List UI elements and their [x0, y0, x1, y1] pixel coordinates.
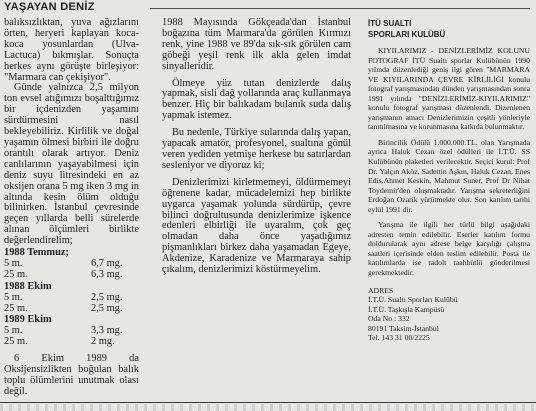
depth: 5 m. — [4, 291, 23, 303]
column-left — [4, 18, 139, 398]
address-line: Oda No : 332 — [368, 314, 410, 324]
header-rule — [150, 8, 530, 9]
section-title: YAŞAYAN DENİZ — [4, 1, 95, 13]
paragraph: KIYILARIMIZ - DENİZLERİMİZ KOLUNU FOTOGRAF İTÜ Sualtı sporlar Kulübünün 1990 yılında düzenlediği geniş ilgi gören "MARMARA VE KIYILARINDA ÇEVRE KİRLİLİĞİ konulu fotograf yarışmasından dünden yarışmasından sonra 1991 yılında "DENİZLERİMİZ-KIYILARIMIZ" konulu fotograf yarışması düzenlendi. Dizenlenen yarışmanın amacı Denizlerimizin çeşitli yönleriyle tanıtılmasına ve korunmasına katkıda bulunmaktır. — [368, 46, 530, 132]
paragraph: 1988 Mayısında Gökçeada'dan İstanbul boğazına tüm Marmara'da görülen Kırmızı renk, yine 1988 ve 89'da sık-sık görülen cam göbeği yeşil renk ilk akla gelen imdat sinyalleridir. — [162, 17, 351, 72]
address-label: ADRES — [368, 285, 394, 295]
oxygen-value: 2,5 mg. — [91, 302, 123, 314]
depth: 5 m. — [4, 325, 23, 337]
oxygen-value: 6,7 mg. — [91, 257, 123, 269]
column-right — [368, 18, 530, 343]
oxygen-value: 2 mg. — [91, 336, 115, 348]
paragraph: Yarışma ile ilgili her türlü bilgi aşağıdaki adresten temin edilebilir. Eserler katılım formu doldurularak aynı adrese belge karşılığı çalışma saatleri içerisinde elden teslim edilebilir. Posta ile katılımlarda ise tadolt taahhütlü gönderilmesi gerekmektedir. — [368, 220, 530, 278]
measurement-heading: 1988 Temmuz; — [4, 247, 69, 259]
depth: 25 m. — [4, 302, 28, 314]
club-subtitle: SPORLARI KULÜBÜ — [368, 30, 446, 39]
measurement-row — [4, 293, 139, 304]
measurement-row — [4, 304, 139, 315]
paragraph: balıksızlıktan, yuva ağızlarını örten, heryeri kaplayan koca-koca yosunlardan (Ulva-Lactuca) bıkmışlar. Sonuçta herkes aynı görüşte birleşiyor: "Marmara can çekişiyor". — [4, 17, 139, 83]
page-header — [0, 0, 536, 16]
club-title: İTÜ SUALTI — [368, 19, 412, 28]
depth: 5 m. — [4, 257, 23, 269]
paragraph: Denizlerimizi kirletmemeyi, öldürmemeyi öğrenene kadar, mücadelemizi hep birlikte uygarca yaşamak yolunda sürdürüp, çevre bilinci doğrultusunda denizlerimize işkence edenleri elbirliği ile uyaralım, çok geç olmadan daha önce yaşadığımız pişmanlıkları birkez daha yaşamadan Egeye, Akdenize, Karadenize ve Marmaraya sahip çıkalım, denizlerimizi köstürmeyelim. — [162, 176, 351, 276]
oxygen-value: 6,3 mg. — [91, 268, 123, 280]
paragraph: Ölmeye yüz tutan denizlerde dalış yapmak, sisli dağ yollarında araç kullanmaya benzer. Hiç bir balıkadam bulanık suda dalış yapmak istemez. — [162, 77, 351, 122]
oxygen-value: 3,3 mg. — [91, 325, 123, 337]
measurement-row — [4, 270, 139, 281]
address-line: 80191 Taksim-İstanbul — [368, 323, 439, 333]
address-line: Tel. 143 31 00/2225 — [368, 333, 430, 343]
oxygen-value: 2,5 mg. — [91, 291, 123, 303]
address-line: İ.T.Ü. Taşkışla Kampüsü — [368, 304, 445, 314]
cropped-footer-text — [0, 404, 536, 411]
column-middle — [162, 18, 351, 276]
measurement-row — [4, 337, 139, 348]
paragraph: Günde yalnızca 2,5 milyon ton evsel atığımızı boşalttığımız bir içdenizden yaşamını sürdürmesini nasıl bekleyebiliriz. Kirlilik ve doğal yaşamın ölmesi birbiri ile doğru orantılı olarak artıyor. Deniz canlılarının yaşayabilmesi için deniz suyu litresindeki en az oksijen orana 5 mg iken 3 mg in altında kesin ölüm olduğu bilinirken. İstanbul çevresinde geçen yıllarda belli sürelerde alınan ölçümleri birlikte değerlendirelim; — [4, 82, 139, 247]
paragraph: 6 Ekim 1989 da Oksijensizlikten boğulan balık toplu ölümlerini unutmak olası değil. — [4, 353, 139, 397]
depth: 25 m. — [4, 336, 28, 348]
paragraph: Bu nedenle, Türkiye sularında dalış yapan, yapacak amatör, profesyonel, sualtına gönül veren yediden yetmişe herkese bu satırlardan sesleniyor ve diyoruz ki; — [162, 127, 351, 171]
depth: 25 m. — [4, 268, 28, 280]
paragraph: Birincilik Ödülü 1.000.000.TL. olan Yarışmada ayrıca Haluk Cezan özel ödülleri ile İ.T.Ü. SS Kulübünün plaketleri verilecektir. Seçici kurul: Prof Dr. Yalçın Aköz, Sadettin Aşkın, Haluk Cezan, Enes Edis,Ahmet Keskin, Mahmut Suner, Prof Dr Nihat Toydemir'den oluşmaktadır. Yarışma sekreterliğini Erdoğan Ozarik yürütmekte olur. Son katılım tarihi eylül 1991 dir. — [368, 137, 530, 214]
measurement-heading: 1989 Ekim — [4, 314, 52, 326]
address-line: İ.T.Ü. Sualtı Sporları Kulübü — [368, 295, 458, 305]
footer-rule — [0, 402, 536, 403]
measurement-heading: 1988 Ekim — [4, 280, 52, 292]
